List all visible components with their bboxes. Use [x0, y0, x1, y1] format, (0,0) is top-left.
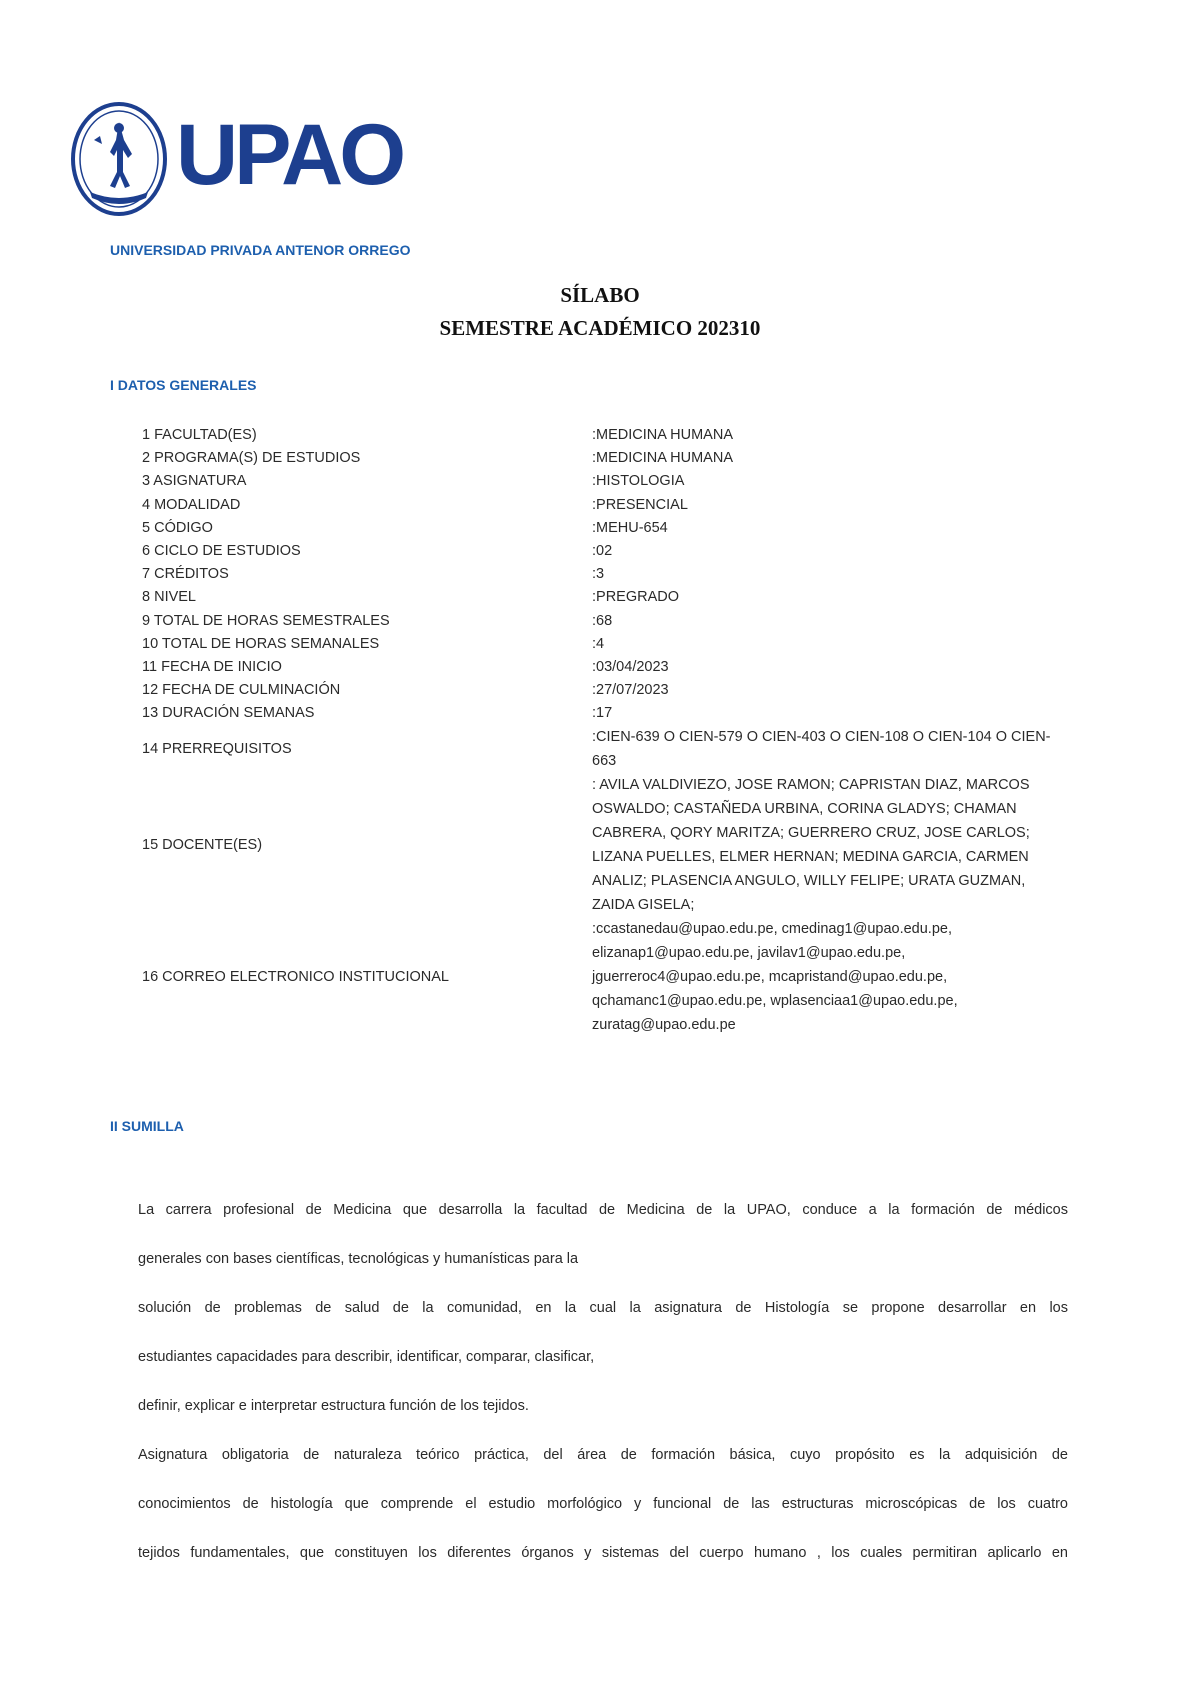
row-value: :MEDICINA HUMANA — [592, 450, 733, 467]
row-value: :02 — [592, 542, 613, 559]
sumilla-line: La carrera profesional de Medicina que desarrolla la facultad de Medicina de la UPAO, conduce a la formación de médicos — [138, 1202, 1068, 1218]
sumilla-line: Asignatura obligatoria de naturaleza teórico práctica, del área de formación básica, cuyo propósito es la adquisición de — [138, 1447, 1068, 1463]
table-row — [142, 470, 1092, 493]
row-value: :4 — [592, 635, 605, 652]
sumilla-line: generales con bases científicas, tecnológicas y humanísticas para la — [138, 1251, 579, 1267]
row-value: :17 — [592, 705, 613, 722]
row-label: 13 DURACIÓN SEMANAS — [142, 705, 315, 722]
row-value: :3 — [592, 566, 605, 583]
table-row — [142, 424, 1092, 447]
row-value: :PRESENCIAL — [592, 496, 688, 513]
table-row — [142, 540, 1092, 563]
row-label: 3 ASIGNATURA — [142, 473, 247, 490]
section-heading-datos: I DATOS GENERALES — [110, 377, 257, 393]
sumilla-line: tejidos fundamentales, que constituyen los diferentes órganos y sistemas del cuerpo humano , los cuales permitiran aplicarlo en — [138, 1545, 1068, 1561]
sumilla-line: definir, explicar e interpretar estructura función de los tejidos. — [138, 1398, 529, 1414]
row-label: 1 FACULTAD(ES) — [142, 427, 257, 443]
table-row — [142, 494, 1092, 517]
document-title: SÍLABO — [560, 283, 640, 307]
row-label: 10 TOTAL DE HORAS SEMANALES — [142, 635, 380, 652]
university-name: UNIVERSIDAD PRIVADA ANTENOR ORREGO — [110, 242, 411, 258]
datos-generales-table — [142, 424, 1092, 1037]
row-value: :MEHU-654 — [592, 519, 668, 536]
row-value: :27/07/2023 — [592, 682, 669, 699]
row-value: :CIEN-639 O CIEN-579 O CIEN-403 O CIEN-108 O CIEN-104 O CIEN-663 — [592, 729, 1051, 770]
university-seal-icon — [70, 100, 168, 218]
row-label: 9 TOTAL DE HORAS SEMESTRALES — [142, 612, 390, 629]
upao-logo — [70, 100, 403, 220]
table-row — [142, 563, 1092, 586]
section-heading-sumilla: II SUMILLA — [110, 1118, 184, 1134]
sumilla-line: solución de problemas de salud de la comunidad, en la cual la asignatura de Histología se propone desarrollar en los — [138, 1300, 1068, 1316]
row-value: : AVILA VALDIVIEZO, JOSE RAMON; CAPRISTAN DIAZ, MARCOS OSWALDO; CASTAÑEDA URBINA, CORINA GLADYS; CHAMAN CABRERA, QORY MARITZA; GUERRERO CRUZ, JOSE CARLOS; LIZANA PUELLES, ELMER HERNAN; MEDINA GARCIA, CARMEN ANALIZ; PLASENCIA ANGULO, WILLY FELIPE; URATA GUZMAN, ZAIDA GISELA; — [592, 777, 1030, 914]
table-row — [142, 586, 1092, 609]
row-value: :PREGRADO — [592, 589, 680, 606]
table-row-prerrequisitos — [142, 725, 1092, 773]
table-row — [142, 679, 1092, 702]
row-label: 11 FECHA DE INICIO — [142, 658, 282, 675]
row-label: 14 PRERREQUISITOS — [142, 741, 292, 758]
row-value: :ccastanedau@upao.edu.pe, cmedinag1@upao.edu.pe, elizanap1@upao.edu.pe, javilav1@upao.edu.pe, jguerreroc4@upao.edu.pe, mcapristand@upao.edu.pe, qchamanc1@upao.edu.pe, wplasenciaa1@upao.edu.pe, zuratag@upao.edu.pe — [592, 921, 958, 1034]
row-value: :68 — [592, 612, 613, 629]
table-row-correo — [142, 917, 1092, 1037]
row-value: :MEDICINA HUMANA — [592, 427, 733, 443]
table-row — [142, 702, 1092, 725]
table-row — [142, 656, 1092, 679]
table-row — [142, 633, 1092, 656]
row-label: 4 MODALIDAD — [142, 496, 241, 513]
row-label: 7 CRÉDITOS — [142, 566, 229, 583]
sumilla-line: conocimientos de histología que comprende el estudio morfológico y funcional de las estructuras microscópicas de los cuatro — [138, 1496, 1068, 1512]
logo-wordmark: UPAO — [176, 107, 403, 203]
sumilla-line: estudiantes capacidades para describir, identificar, comparar, clasificar, — [138, 1349, 595, 1365]
table-row — [142, 517, 1092, 540]
table-row — [142, 610, 1092, 633]
document-subtitle: SEMESTRE ACADÉMICO 202310 — [439, 316, 761, 340]
row-label: 8 NIVEL — [142, 589, 196, 606]
row-value: :HISTOLOGIA — [592, 473, 685, 490]
row-value: :03/04/2023 — [592, 658, 669, 675]
table-row — [142, 447, 1092, 470]
row-label: 15 DOCENTE(ES) — [142, 837, 263, 854]
row-label: 2 PROGRAMA(S) DE ESTUDIOS — [142, 450, 361, 467]
row-label: 6 CICLO DE ESTUDIOS — [142, 542, 301, 559]
row-label: 5 CÓDIGO — [142, 519, 213, 536]
row-label: 16 CORREO ELECTRONICO INSTITUCIONAL — [142, 969, 449, 986]
row-label: 12 FECHA DE CULMINACIÓN — [142, 682, 341, 699]
table-row-docentes — [142, 773, 1092, 917]
